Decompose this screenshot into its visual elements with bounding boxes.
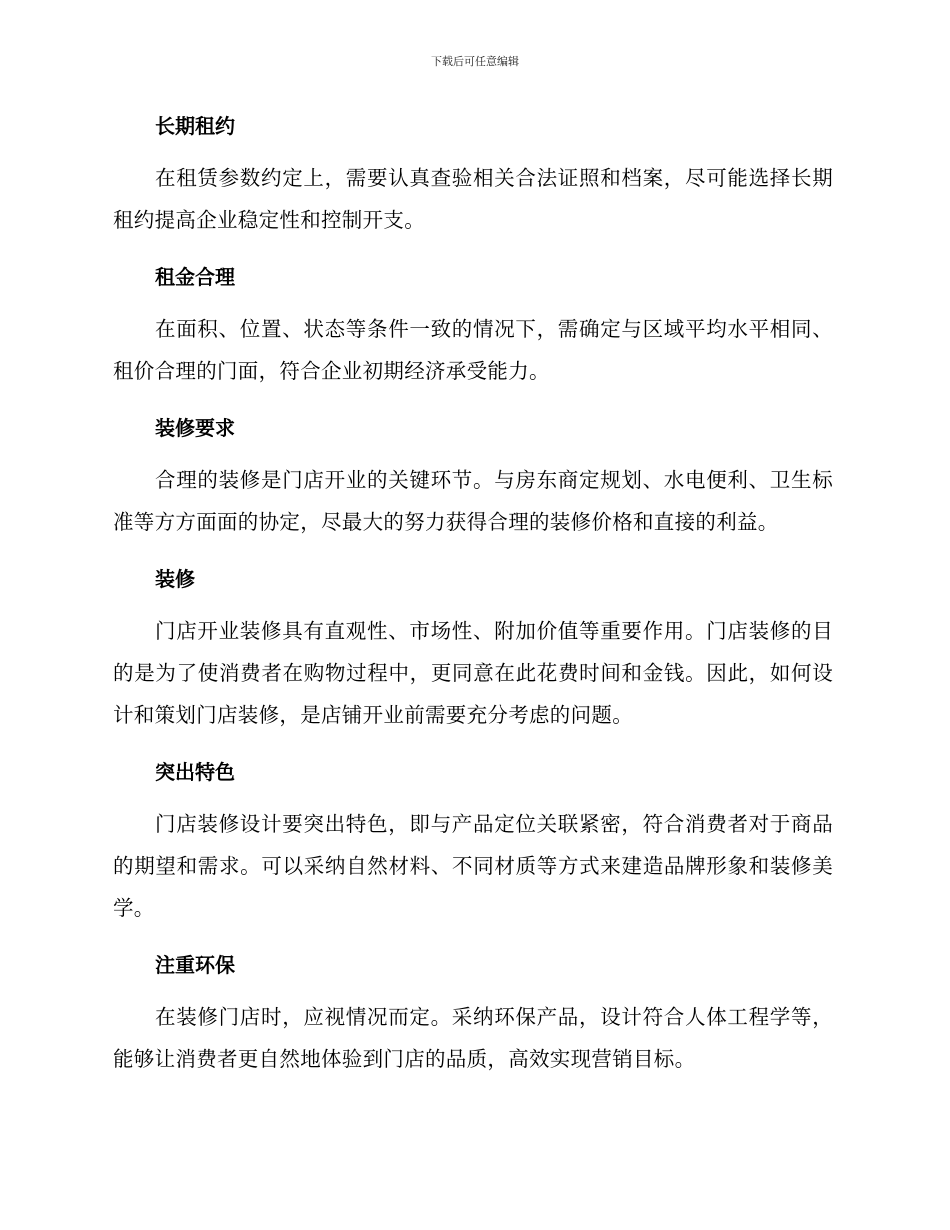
- section-paragraph: 在面积、位置、状态等条件一致的情况下，需确定与区域平均水平相同、租价合理的门面，符合企业初期经济承受能力。: [113, 317, 833, 383]
- section-heading: 注重环保: [155, 953, 235, 977]
- section-paragraph: 在装修门店时，应视情况而定。采纳环保产品，设计符合人体工程学等，能够让消费者更自然地体验到门店的品质，高效实现营销目标。: [113, 1005, 833, 1071]
- document-body: [113, 108, 833, 1080]
- section-paragraph: 门店装修设计要突出特色，即与产品定位关联紧密，符合消费者对于商品的期望和需求。可以采纳自然材料、不同材质等方式来建造品牌形象和装修美学。: [113, 812, 833, 920]
- section-heading: 长期租约: [155, 114, 235, 138]
- page-header: 下载后可任意编辑: [431, 55, 519, 68]
- section-renovation-requirements: [113, 410, 833, 543]
- section-heading: 装修要求: [155, 416, 235, 440]
- section-renovation: [113, 561, 833, 736]
- section-heading: 装修: [155, 567, 195, 591]
- section-paragraph: 在租赁参数约定上，需要认真查验相关合法证照和档案，尽可能选择长期租约提高企业稳定性和控制开支。: [113, 166, 833, 232]
- section-paragraph: 门店开业装修具有直观性、市场性、附加价值等重要作用。门店装修的目的是为了使消费者在购物过程中，更同意在此花费时间和金钱。因此，如何设计和策划门店装修，是店铺开业前需要充分考虑的问题。: [113, 619, 833, 727]
- section-paragraph: 合理的装修是门店开业的关键环节。与房东商定规划、水电便利、卫生标准等方方面面的协定，尽最大的努力获得合理的装修价格和直接的利益。: [113, 468, 833, 534]
- section-long-term-lease: [113, 108, 833, 241]
- section-heading: 租金合理: [155, 265, 235, 289]
- section-highlight-features: [113, 754, 833, 929]
- section-heading: 突出特色: [155, 760, 235, 784]
- section-environmental-protection: [113, 947, 833, 1080]
- section-reasonable-rent: [113, 259, 833, 392]
